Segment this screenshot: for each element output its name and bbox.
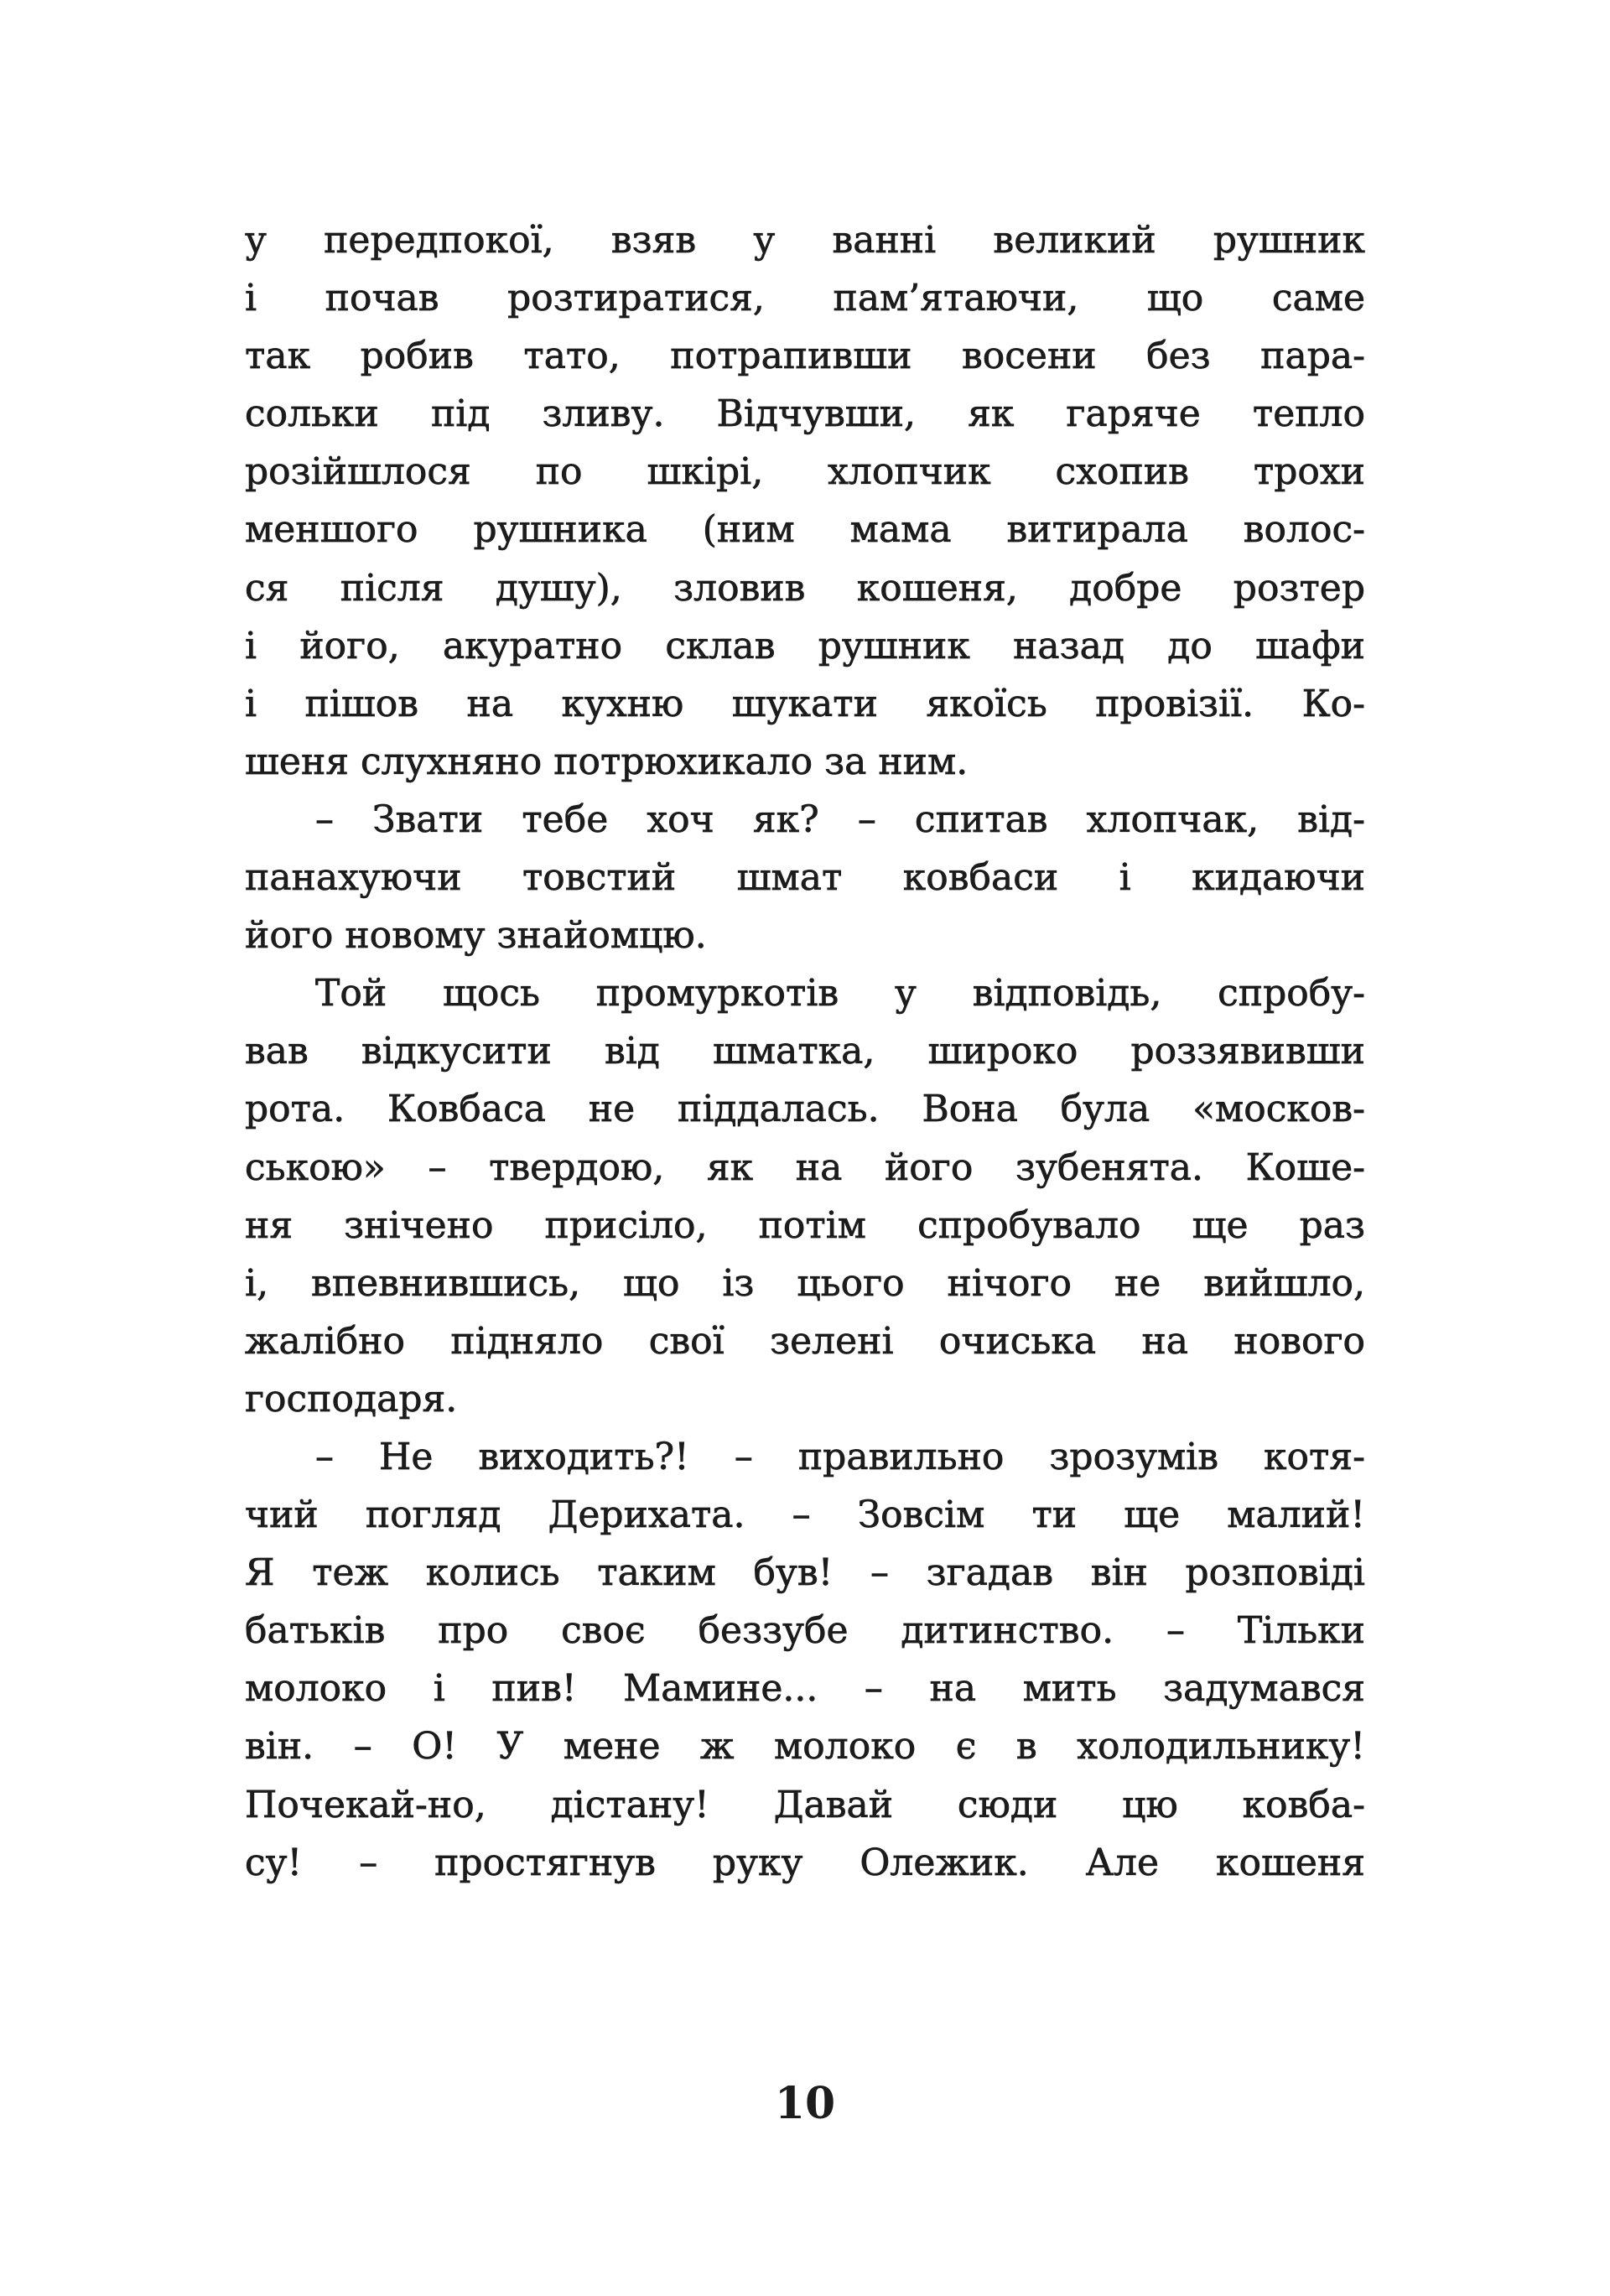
text-line: у передпокої, взяв у ванні великий рушник xyxy=(245,219,1365,262)
text-line: сольки під зливу. Відчувши, як гаряче тепло xyxy=(245,392,1365,436)
text-line: молоко і пив! Мамине... – на мить задумався xyxy=(245,1667,1365,1711)
text-line: і пішов на кухню шукати якоїсь провізії. Ко- xyxy=(245,682,1365,725)
text-line: вав відкусити від шматка, широко роззявивши xyxy=(245,1030,1365,1073)
text-line: жалібно підняло свої зелені очиська на нового xyxy=(245,1319,1365,1363)
page-number: 10 xyxy=(774,2078,836,2129)
text-line: батьків про своє беззубе дитинство. – Тільки xyxy=(245,1609,1365,1653)
text-line: панахуючи товстий шмат ковбаси і кидаючи xyxy=(245,856,1365,900)
text-line: господаря. xyxy=(245,1377,458,1421)
text-line: і, впевнившись, що із цього нічого не вийшло, xyxy=(245,1261,1365,1305)
text-line: ся після душу), зловив кошеня, добре розтер xyxy=(245,566,1365,610)
text-line: і його, акуратно склав рушник назад до шафи xyxy=(245,624,1365,668)
text-line: – Не виходить?! – правильно зрозумів котя- xyxy=(315,1435,1365,1478)
text-line: меншого рушника (ним мама витирала волос- xyxy=(245,508,1365,552)
text-line: розійшлося по шкірі, хлопчик схопив трохи xyxy=(245,450,1365,494)
text-line: чий погляд Дерихата. – Зовсім ти ще малий! xyxy=(245,1493,1365,1537)
text-line: – Звати тебе хоч як? – спитав хлопчак, від- xyxy=(315,797,1365,841)
text-line: су! – простягнув руку Олежик. Але кошеня xyxy=(245,1841,1365,1884)
text-line: ською» – твердою, як на його зубенята. Коше- xyxy=(245,1145,1365,1189)
text-line: його новому знайомцю. xyxy=(245,914,707,958)
text-line: ня знічено присіло, потім спробувало ще раз xyxy=(245,1203,1365,1247)
text-line: Той щось промуркотів у відповідь, спробу- xyxy=(315,972,1365,1016)
text-line: так робив тато, потрапивши восени без пара- xyxy=(245,335,1365,378)
text-line: Я теж колись таким був! – згадав він розповіді xyxy=(245,1551,1365,1595)
text-line: Почекай-но, дістану! Давай сюди цю ковба- xyxy=(245,1783,1365,1826)
text-line: і почав розтиратися, пам’ятаючи, що саме xyxy=(245,277,1365,320)
text-line: рота. Ковбаса не піддалась. Вона була «москов- xyxy=(245,1088,1365,1131)
text-line: він. – О! У мене ж молоко є в холодильнику! xyxy=(245,1725,1365,1769)
body-text xyxy=(245,211,1365,1892)
text-line: шеня слухняно потрюхикало за ним. xyxy=(245,740,969,783)
